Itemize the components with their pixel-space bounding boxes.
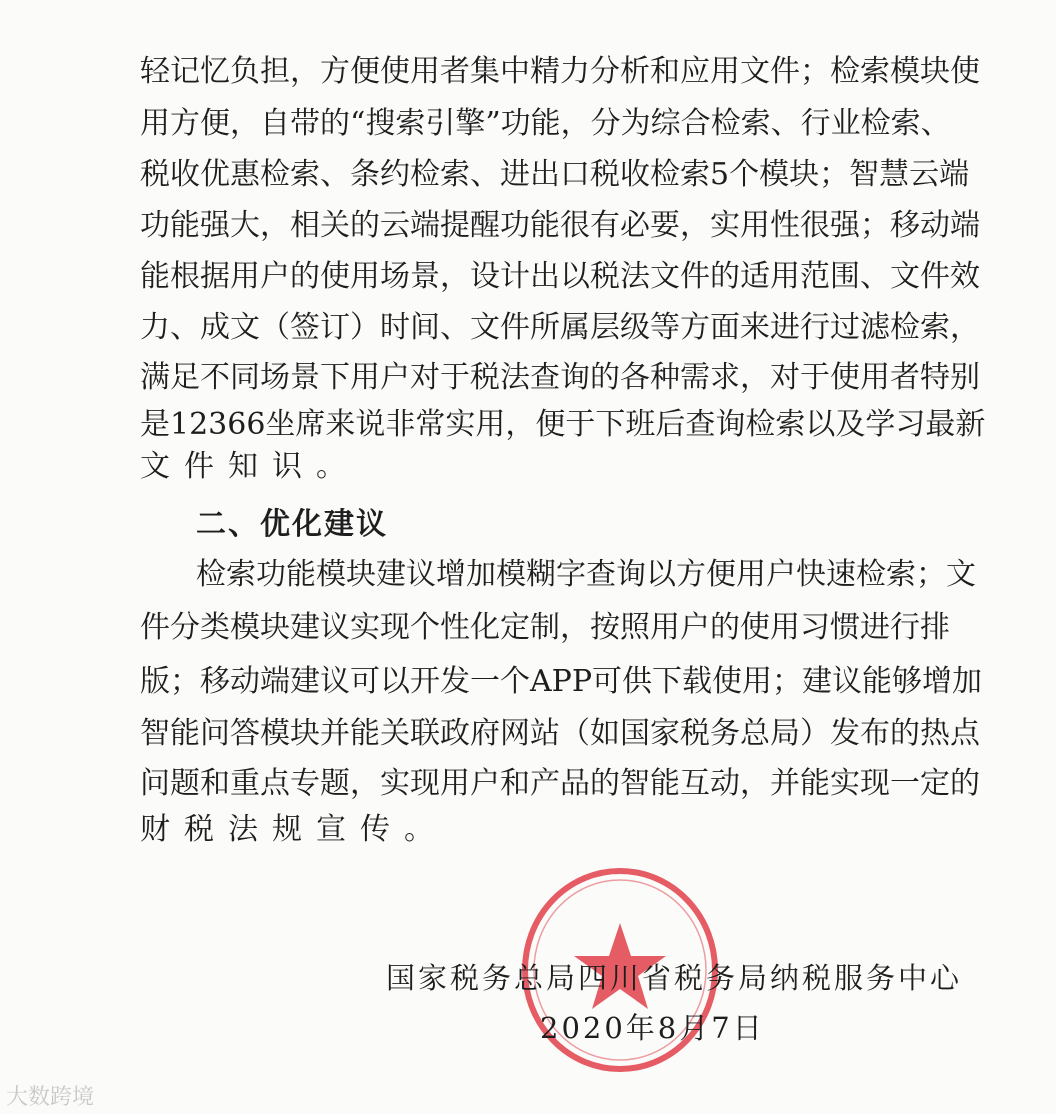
body-line: 财税法规宣传。: [140, 812, 448, 847]
body-line: 智能问答模块并能关联政府网站（如国家税务总局）发布的热点: [140, 716, 980, 751]
body-line: 检索功能模块建议增加模糊字查询以方便用户快速检索；文: [196, 557, 976, 592]
signature-date: 2020年8月7日: [540, 1011, 765, 1045]
body-line: 税收优惠检索、条约检索、进出口税收检索5个模块；智慧云端: [140, 157, 970, 192]
section-heading: 二、优化建议: [196, 507, 388, 542]
body-line: 功能强大，相关的云端提醒功能很有必要，实用性很强；移动端: [140, 208, 980, 243]
body-line: 轻记忆负担，方便使用者集中精力分析和应用文件；检索模块使: [140, 54, 980, 89]
body-line: 问题和重点专题，实现用户和产品的智能互动，并能实现一定的: [140, 766, 980, 801]
body-line: 力、成文（签订）时间、文件所属层级等方面来进行过滤检索，: [140, 310, 980, 345]
body-line: 用方便，自带的“搜索引擎”功能，分为综合检索、行业检索、: [140, 106, 951, 141]
body-line: 件分类模块建议实现个性化定制，按照用户的使用习惯进行排: [140, 610, 950, 645]
signature-organization: 国家税务总局四川省税务局纳税服务中心: [386, 961, 963, 995]
body-line: 版；移动端建议可以开发一个APP可供下载使用；建议能够增加: [140, 664, 983, 699]
body-line: 文件知识。: [140, 449, 360, 484]
body-line: 能根据用户的使用场景，设计出以税法文件的适用范围、文件效: [140, 259, 980, 294]
body-line: 满足不同场景下用户对于税法查询的各种需求，对于使用者特别: [140, 360, 980, 395]
body-line: 是12366坐席来说非常实用，便于下班后查询检索以及学习最新: [140, 407, 986, 442]
watermark: 大数跨境: [6, 1085, 95, 1110]
